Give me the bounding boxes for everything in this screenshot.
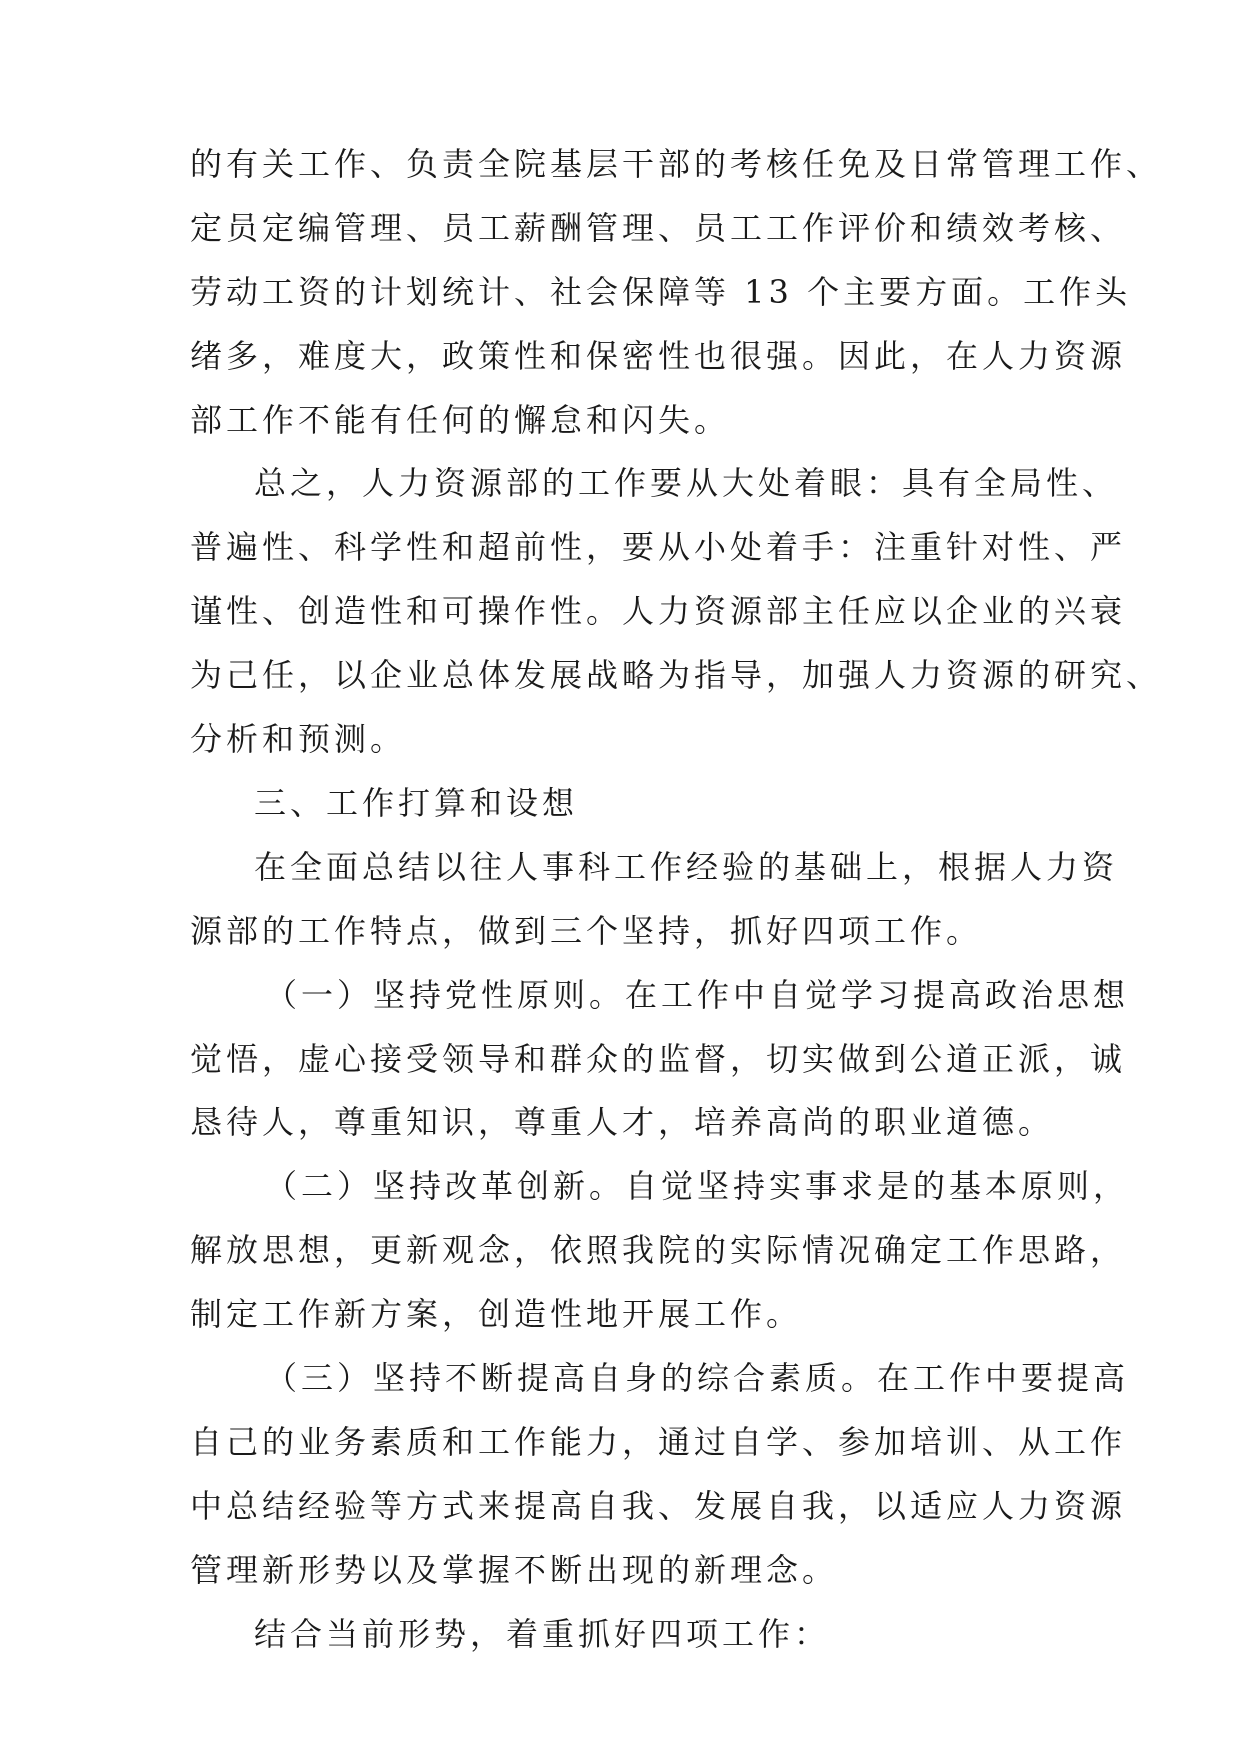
text-line: 结合当前形势，着重抓好四项工作： (254, 1615, 831, 1653)
section-heading: 三、工作打算和设想 (254, 784, 579, 822)
text-line: 解放思想，更新观念，依照我院的实际情况确定工作思路， (190, 1231, 1127, 1269)
text-line: 制定工作新方案，创造性地开展工作。 (190, 1295, 803, 1333)
text-line: 源部的工作特点，做到三个坚持，抓好四项工作。 (190, 912, 983, 950)
text-line: 绪多，难度大，政策性和保密性也很强。因此，在人力资源 (190, 337, 1127, 375)
text-line: 觉悟，虚心接受领导和群众的监督，切实做到公道正派，诚 (190, 1040, 1127, 1078)
text-line: （三）坚持不断提高自身的综合素质。在工作中要提高 (265, 1359, 1130, 1397)
text-line: 谨性、创造性和可操作性。人力资源部主任应以企业的兴衰 (190, 592, 1127, 630)
text-line: 定员定编管理、员工薪酬管理、员工工作评价和绩效考核、 (190, 209, 1127, 247)
text-line: 中总结经验等方式来提高自我、发展自我，以适应人力资源 (190, 1487, 1127, 1525)
text-line: 自己的业务素质和工作能力，通过自学、参加培训、从工作 (190, 1423, 1127, 1461)
text-line: （二）坚持改革创新。自觉坚持实事求是的基本原则， (265, 1167, 1130, 1205)
text-line: 总之，人力资源部的工作要从大处着眼：具有全局性、 (254, 464, 1119, 502)
text-line: 分析和预测。 (190, 720, 407, 758)
text-line: 管理新形势以及掌握不断出现的新理念。 (190, 1551, 839, 1589)
text-line: 劳动工资的计划统计、社会保障等 13 个主要方面。工作头 (190, 273, 1132, 311)
text-line: 恳待人，尊重知识，尊重人才，培养高尚的职业道德。 (190, 1103, 1055, 1141)
text-line: （一）坚持党性原则。在工作中自觉学习提高政治思想 (265, 976, 1130, 1014)
text-line: 部工作不能有任何的懈怠和闪失。 (190, 401, 731, 439)
text-line: 在全面总结以往人事科工作经验的基础上，根据人力资 (254, 848, 1119, 886)
text-line: 的有关工作、负责全院基层干部的考核任免及日常管理工作、 (190, 145, 1163, 183)
text-line: 普遍性、科学性和超前性，要从小处着手：注重针对性、严 (190, 528, 1127, 566)
text-line: 为己任，以企业总体发展战略为指导，加强人力资源的研究、 (190, 656, 1163, 694)
